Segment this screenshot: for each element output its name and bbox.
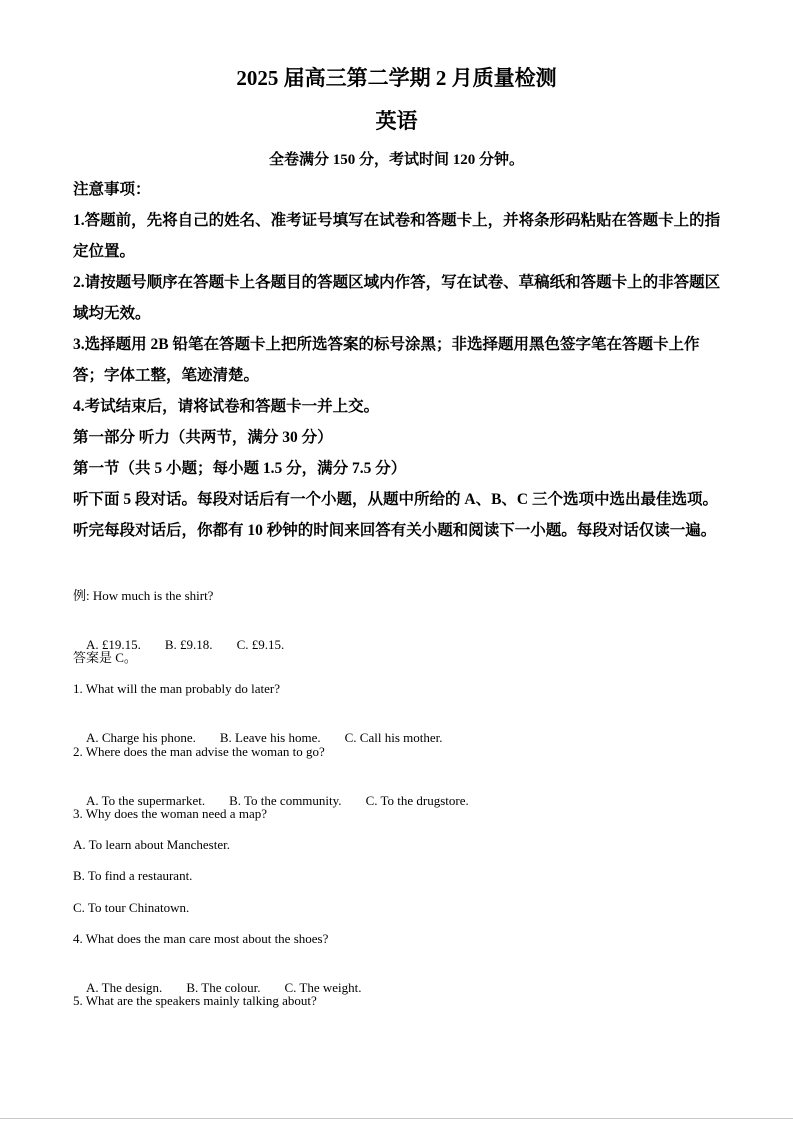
example-question: 例: How much is the shirt?: [73, 588, 214, 603]
notes-heading: 注意事项：: [73, 181, 151, 198]
note-item-3: 3.选择题用 2B 铅笔在答题卡上把所选答案的标号涂黑；非选择题用黑色签字笔在答题卡上作答；字体工整，笔迹清楚。: [73, 336, 700, 384]
question-1: 1. What will the man probably do later?: [73, 681, 280, 696]
part-heading: 第一部分 听力（共两节，满分 30 分）: [73, 429, 333, 446]
option-a: A. £19.15.: [86, 637, 141, 652]
question-3: 3. Why does the woman need a map?: [73, 806, 267, 821]
option-a: A. Charge his phone.: [86, 730, 196, 745]
page-divider: [0, 1118, 793, 1119]
section-instructions: 听下面 5 段对话。每段对话后有一个小题，从题中所给的 A、B、C 三个选项中选出最佳选项。听完每段对话后，你都有 10 秒钟的时间来回答有关小题和阅读下一小题。每段对话仅读一遍。: [73, 491, 718, 539]
option-a: A. To the supermarket.: [86, 793, 206, 808]
option-b: B. Leave his home.: [219, 730, 321, 745]
note-item-1: 1.答题前，先将自己的姓名、准考证号填写在试卷和答题卡上，并将条形码粘贴在答题卡上的指定位置。: [73, 212, 721, 260]
option-c: C. Call his mother.: [344, 730, 443, 745]
question-4: 4. What does the man care most about the shoes?: [73, 931, 329, 946]
subject-title: 英语: [375, 109, 418, 133]
note-item-2: 2.请按题号顺序在答题卡上各题目的答题区域内作答，写在试卷、草稿纸和答题卡上的非答题区域均无效。: [73, 274, 721, 322]
option-b: B. The colour.: [186, 980, 261, 995]
option-b: B. £9.18.: [164, 637, 213, 652]
question-2: 2. Where does the man advise the woman to go?: [73, 744, 325, 759]
option-b: B. To find a restaurant.: [73, 868, 193, 883]
example-answer: 答案是 C。: [73, 650, 137, 665]
option-c: C. The weight.: [284, 980, 362, 995]
section-heading: 第一节（共 5 小题；每小题 1.5 分，满分 7.5 分）: [73, 460, 407, 477]
question-5: 5. What are the speakers mainly talking about?: [73, 993, 317, 1008]
option-b: B. To the community.: [229, 793, 342, 808]
note-item-4: 4.考试结束后，请将试卷和答题卡一并上交。: [73, 398, 380, 415]
exam-title: 2025 届高三第二学期 2 月质量检测: [236, 66, 557, 90]
option-c: C. To tour Chinatown.: [73, 900, 190, 915]
option-c: C. £9.15.: [236, 637, 285, 652]
option-a: A. To learn about Manchester.: [73, 837, 230, 852]
option-c: C. To the drugstore.: [365, 793, 469, 808]
option-a: A. The design.: [86, 980, 163, 995]
exam-info: 全卷满分 150 分，考试时间 120 分钟。: [268, 152, 524, 168]
